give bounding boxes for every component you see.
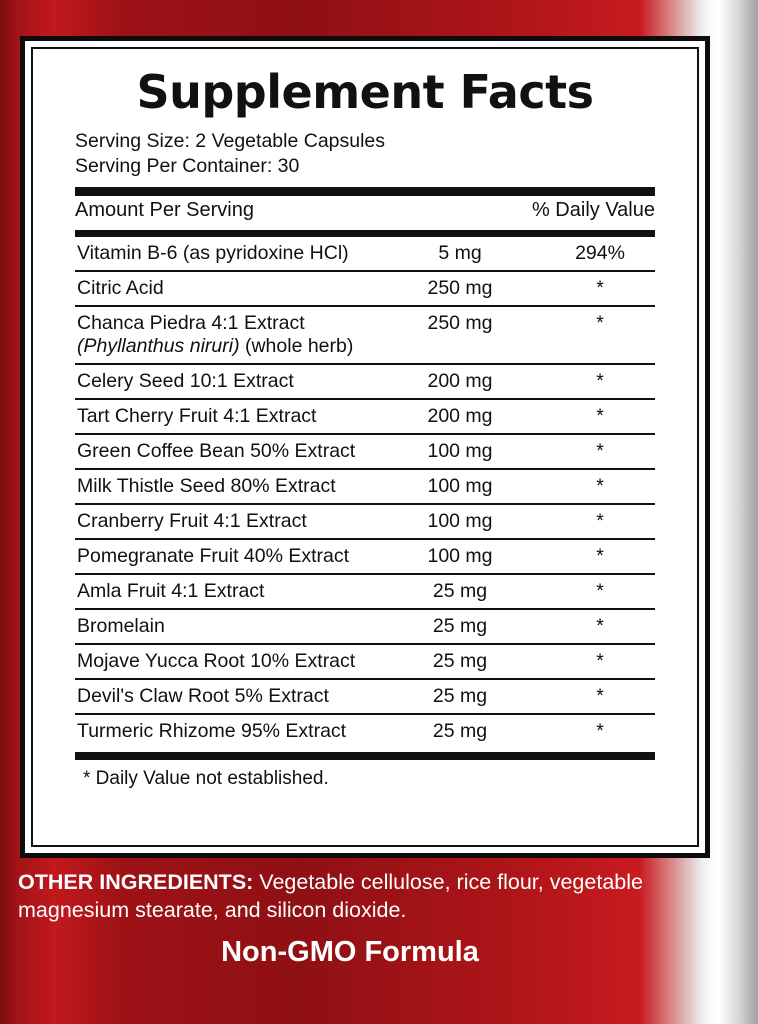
ingredient-amount: 200 mg — [375, 399, 545, 434]
ingredient-amount: 5 mg — [375, 237, 545, 271]
ingredient-name: Devil's Claw Root 5% Extract — [75, 679, 375, 714]
ingredient-daily-value: * — [545, 679, 655, 714]
servings-per-container-text: Serving Per Container: 30 — [75, 154, 300, 177]
table-row — [75, 644, 655, 679]
table-row — [75, 306, 655, 364]
table-row — [75, 271, 655, 306]
table-row — [75, 574, 655, 609]
ingredient-daily-value: * — [545, 469, 655, 504]
ingredient-amount: 250 mg — [375, 306, 545, 364]
ingredient-daily-value: * — [545, 609, 655, 644]
ingredient-daily-value: * — [545, 574, 655, 609]
ingredient-latin-name: (Phyllanthus niruri) — [77, 334, 240, 357]
ingredient-name: Green Coffee Bean 50% Extract — [75, 434, 375, 469]
table-row — [75, 714, 655, 748]
other-ingredients-text: Vegetable cellulose, rice flour, vegetable magnesium stearate, and silicon dioxide. — [18, 870, 643, 923]
non-gmo-claim: Non-GMO Formula — [221, 936, 479, 968]
table-row — [75, 399, 655, 434]
column-header-amount: Amount Per Serving — [75, 198, 254, 221]
ingredients-table — [75, 237, 655, 748]
divider-under-header — [75, 230, 655, 237]
ingredient-amount: 25 mg — [375, 679, 545, 714]
ingredient-daily-value: * — [596, 719, 604, 742]
ingredient-amount: 25 mg — [432, 719, 488, 742]
ingredient-amount: 100 mg — [375, 539, 545, 574]
ingredient-name — [75, 306, 375, 364]
ingredient-amount: 25 mg — [375, 609, 545, 644]
ingredient-name-primary: Chanca Piedra 4:1 Extract — [77, 311, 305, 334]
ingredient-name: Vitamin B-6 (as pyridoxine HCl) — [75, 237, 375, 271]
column-header-daily-value: % Daily Value — [531, 198, 655, 221]
daily-value-footnote: * Daily Value not established. — [83, 767, 329, 789]
ingredient-daily-value: * — [545, 306, 655, 364]
ingredient-daily-value: * — [545, 644, 655, 679]
ingredient-name: Pomegranate Fruit 40% Extract — [75, 539, 375, 574]
ingredient-name-secondary — [77, 335, 375, 358]
other-ingredients-label: OTHER INGREDIENTS: — [18, 870, 254, 894]
ingredient-name: Amla Fruit 4:1 Extract — [75, 574, 375, 609]
ingredient-name: Citric Acid — [75, 271, 375, 306]
table-row — [75, 539, 655, 574]
ingredient-daily-value: * — [545, 539, 655, 574]
ingredient-amount: 25 mg — [375, 644, 545, 679]
table-row — [75, 504, 655, 539]
table-row — [75, 679, 655, 714]
ingredient-amount: 25 mg — [375, 574, 545, 609]
table-row — [75, 364, 655, 399]
ingredient-name: Celery Seed 10:1 Extract — [75, 364, 375, 399]
ingredient-amount: 100 mg — [375, 469, 545, 504]
ingredient-amount: 250 mg — [375, 271, 545, 306]
table-row — [75, 434, 655, 469]
ingredient-name: Tart Cherry Fruit 4:1 Extract — [75, 399, 375, 434]
ingredient-name: Milk Thistle Seed 80% Extract — [75, 469, 375, 504]
page-title: Supplement Facts — [136, 65, 594, 119]
ingredient-daily-value: 294% — [545, 237, 655, 271]
ingredient-daily-value: * — [545, 364, 655, 399]
ingredient-plant-part: (whole herb) — [239, 334, 354, 357]
divider-thick-top — [75, 187, 655, 196]
ingredient-amount: 100 mg — [375, 434, 545, 469]
ingredient-amount: 200 mg — [375, 364, 545, 399]
divider-bottom — [75, 752, 655, 760]
table-row — [75, 469, 655, 504]
serving-size-text: Serving Size: 2 Vegetable Capsules — [75, 130, 386, 152]
ingredient-daily-value: * — [545, 434, 655, 469]
ingredient-name: Bromelain — [75, 609, 375, 644]
ingredient-daily-value: * — [545, 504, 655, 539]
table-header-row — [75, 196, 655, 226]
ingredient-name: Turmeric Rhizome 95% Extract — [77, 719, 347, 742]
table-row — [75, 237, 655, 271]
supplement-facts-panel — [20, 36, 710, 858]
table-row — [75, 609, 655, 644]
ingredient-daily-value: * — [545, 399, 655, 434]
ingredient-name: Mojave Yucca Root 10% Extract — [75, 644, 375, 679]
ingredient-amount: 100 mg — [375, 504, 545, 539]
ingredient-name: Cranberry Fruit 4:1 Extract — [75, 504, 375, 539]
supplement-facts-panel-inner — [31, 47, 699, 847]
ingredient-daily-value: * — [545, 271, 655, 306]
other-ingredients — [18, 868, 730, 925]
nutrition-table — [75, 196, 655, 226]
